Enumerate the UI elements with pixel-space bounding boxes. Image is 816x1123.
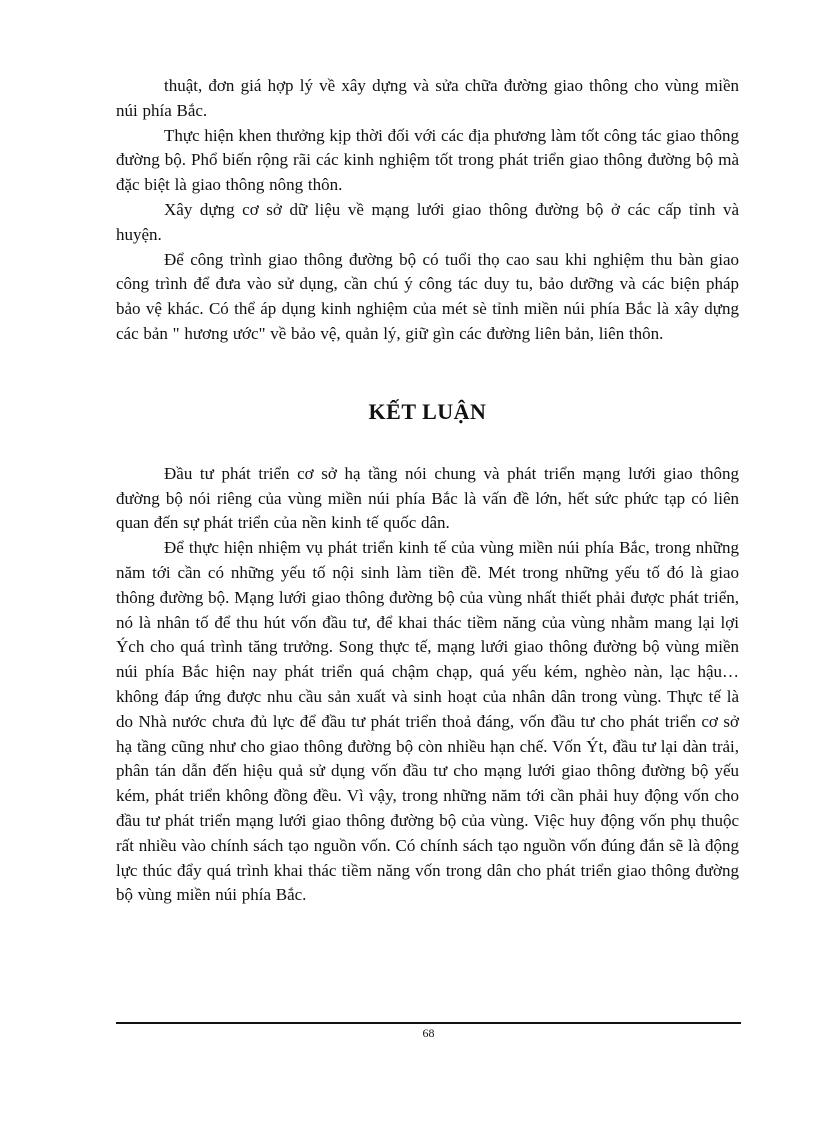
paragraph-conclusion-2: Để thực hiện nhiệm vụ phát triển kinh tế của vùng miền núi phía Bắc, trong những năm tới cần có những yếu tố nội sinh làm tiền đề. Mét trong những yếu tố đó là giao thông đường bộ. Mạng lưới giao thông đường bộ của vùng nhất thiết phải được phát triển, nó là nhân tố để thu hút vốn đầu tư, để khai thác tiềm năng của vùng nhằm mang lại lợi Ých cho quá trình tăng trưởng. Song thực tế, mạng lưới giao thông đường bộ vùng miền núi phía Bắc hiện nay phát triển quá chậm chạp, quá yếu kém, nghèo nàn, lạc hậu… không đáp ứng được nhu cầu sản xuất và sinh hoạt của nhân dân trong vùng. Thực tế là do Nhà nước chưa đủ lực để đầu tư phát triển thoả đáng, vốn đầu tư cho phát triển cơ sở hạ tầng cũng như cho giao thông đường bộ còn nhiều hạn chế. Vốn Ýt, đầu tư lại dàn trải, phân tán dẫn đến hiệu quả sử dụng vốn đầu tư cho mạng lưới giao thông đường bộ yếu kém, phát triển không đồng đều. Vì vậy, trong những năm tới cần phải huy động vốn cho đầu tư phát triển mạng lưới giao thông đường bộ của vùng. Việc huy động vốn phụ thuộc rất nhiều vào chính sách tạo nguồn vốn. Có chính sách tạo nguồn vốn đúng đắn sẽ là động lực thúc đẩy quá trình khai thác tiềm năng vốn trong dân cho phát triển giao thông đường bộ vùng miền núi phía Bắc. bbox=[116, 538, 739, 905]
footer-divider bbox=[116, 1022, 741, 1024]
paragraph-intro-1: thuật, đơn giá hợp lý về xây dựng và sửa chữa đường giao thông cho vùng miền núi phía Bắc. bbox=[116, 76, 739, 120]
paragraph-intro-2: Thực hiện khen thưởng kịp thời đối với các địa phương làm tốt công tác giao thông đường bộ. Phổ biến rộng rãi các kinh nghiệm tốt trong phát triển giao thông đường bộ mà đặc biệt là giao thông nông thôn. bbox=[116, 125, 739, 195]
heading-spacer bbox=[116, 427, 739, 462]
paragraph-intro-4: Để công trình giao thông đường bộ có tuổi thọ cao sau khi nghiệm thu bàn giao công trình để đưa vào sử dụng, cần chú ý công tác duy tu, bảo dưỡng và các biện pháp bảo vệ khác. Có thể áp dụng kinh nghiệm của mét sè tỉnh miền núi phía Bắc là xây dựng các bản " hương ước" về bảo vệ, quản lý, giữ gìn các đường liên bản, liên thôn. bbox=[116, 249, 739, 343]
paragraph-intro-3: Xây dựng cơ sở dữ liệu về mạng lưới giao thông đường bộ ở các cấp tỉnh và huyện. bbox=[116, 199, 739, 244]
page-number: 68 bbox=[422, 1026, 435, 1040]
section-heading-conclusion: KẾT LUẬN bbox=[368, 398, 487, 424]
document-page bbox=[116, 74, 739, 908]
paragraph-conclusion-1: Đầu tư phát triển cơ sở hạ tầng nói chung và phát triển mạng lưới giao thông đường bộ nói riêng của vùng miền núi phía Bắc là vấn đề lớn, hết sức phức tạp có liên quan đến sự phát triển của nền kinh tế quốc dân. bbox=[116, 463, 739, 533]
